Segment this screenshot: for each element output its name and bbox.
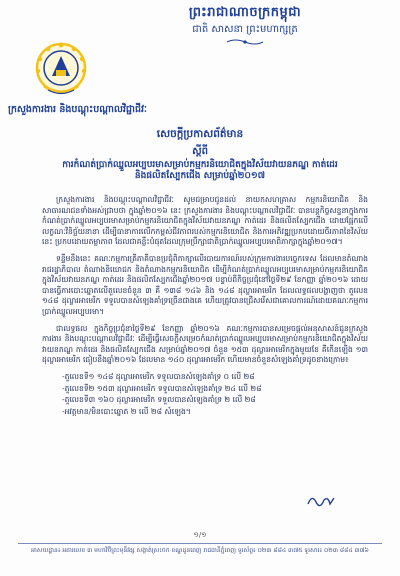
body-paragraph-1: ក្រសួងការងារ និងបណ្តុះបណ្តាលវិជ្ជាជីវៈ សូមជម្រាបជូនដល់ នាយកសហគ្រាស កម្មករនិយោជិត និងសាធារណជនទាំងអស់ជ្រាបថា ក្នុងឆ្នាំ២០១៦ នេះ ក្រសួងការងារ និងបណ្តុះបណ្តាលវិជ្ជាជីវៈ បានបន្តកិច្ចសន្ទនាក្នុងការកំណត់ប្រាក់ឈ្នួលអប្បបរមាសម្រាប់កម្មករនិយោជិតក្នុងវិស័យវាយនភណ្ឌ កាត់ដេរ និងផលិតស្បែកជើង ដោយផ្អែកលើលក្ខណៈវិនិច្ឆ័យនានា ដើម្បីធានាការលើកកម្ពស់ជីវភាពរបស់កម្មករនិយោជិត និងការអភិវឌ្ឍប្រកបដោយចីរភាពនៃវិស័យនេះ ប្រកបដោយតម្លាភាព ដែលជាគន្លឹះបំផុតដែលក្រុមប្រឹក្សាជាតិប្រាក់ឈ្នួលអប្បបរមាពិភាក្សាក្នុងឆ្នាំ២០១៧។	[42, 195, 368, 247]
announcement-body	[42, 195, 368, 418]
page-number: ១/១	[193, 531, 207, 539]
ornament-divider-icon	[225, 38, 265, 46]
list-item: -តួលេខទី៣ ១៦០ ដុល្លារអាមេរិក ទទួលបានសំឡេងគាំទ្រ ២ លើ ២៨	[62, 395, 256, 405]
ministry-name: ក្រសួងការងារ និងបណ្តុះបណ្តាលវិជ្ជាជីវៈ	[8, 104, 147, 115]
announcement-title	[60, 128, 340, 182]
body-paragraph-2: ទន្ទឹមនឹងនេះ គណៈកម្មការត្រីភាគីបានប្រជុំពិភាក្សាលើរបាយការណ៍របស់ក្រុមការងារបច្ចេកទេស ដែលមានតំណាងរាជរដ្ឋាភិបាល តំណាងនិយោជក និងតំណាងកម្មករនិយោជិត ដើម្បីកំណត់ប្រាក់ឈ្នួលអប្បបរមាសម្រាប់កម្មករនិយោជិតក្នុងវិស័យវាយនភណ្ឌ កាត់ដេរ និងផលិតស្បែកជើងឆ្នាំ២០១៧ បន្ទាប់ពីកិច្ចប្រជុំនៅថ្ងៃទី២៩ ខែកញ្ញា ឆ្នាំ២០១៦ ដោយបានធ្វើការបោះឆ្នោតលើតួលេខចំនួន ៣ គឺ ១៣៨ ១៤៦ និង ១៤៨ ដុល្លារអាមេរិក ដែលលទ្ធផលបង្ហាញថា តួលេខ ១៤៨ ដុល្លារអាមេរិក ទទួលបានសំឡេងគាំទ្រច្រើនជាងគេ ហើយត្រូវបានជ្រើសរើសជាគោលការណ៍ដោយគណៈកម្មការប្រាក់ឈ្នួលអប្បបរមា។	[42, 253, 368, 316]
title-line-1: សេចក្តីប្រកាសព័ត៌មាន	[156, 128, 244, 140]
list-item: -តួលេខទី២ ១៥៣ ដុល្លារអាមេរិក ទទួលបានសំឡេងគាំទ្រ ២៤ លើ ២៨	[62, 383, 262, 393]
footer-divider	[18, 543, 382, 544]
national-motto: ជាតិ សាសនា ព្រះមហាក្សត្រ	[192, 24, 298, 35]
footer-address: អាសយដ្ឋាន៖ អគារលេខ ៣ មហាវិថីព្រះមុនីវង្ស សង្កាត់ស្រះចក ខណ្ឌដូនពេញ រាជធានីភ្នំពេញ ទូរស័ព្ទ៖ ០២៣ ៨៨៤ ៣៧៥ ទូរសារ៖ ០២៣ ៨៨៤ ៣៧៦	[31, 547, 369, 554]
ministry-emblem-icon	[30, 40, 92, 100]
list-item: -អវត្តមាន/មិនបោះឆ្នោត ២ លើ ២៨ សំឡេង។	[62, 406, 191, 416]
title-line-2: ស្តីពី	[192, 146, 208, 157]
vote-list	[42, 372, 368, 417]
signature-mark-icon	[306, 492, 336, 510]
title-line-3: ការកំណត់ប្រាក់ឈ្នួលអប្បបរមាសម្រាប់កម្មករនិយោជិតក្នុងវិស័យវាយនភណ្ឌ កាត់ដេរ និងផលិតស្បែកជើង សម្រាប់ឆ្នាំ២០១៧	[62, 160, 338, 181]
list-item: -តួលេខទី១ ១៤៨ ដុល្លារអាមេរិក ទទួលបានសំឡេងគាំទ្រ ០ លើ ២៨	[62, 371, 255, 381]
kingdom-heading: ព្រះរាជាណាចក្រកម្ពុជា	[188, 5, 302, 20]
body-paragraph-3: ជាលទ្ធផល ក្នុងកិច្ចប្រជុំនាថ្ងៃទី២៩ ខែកញ្ញា ឆ្នាំ២០១៦ គណៈកម្មការបានសម្រេចផ្ដល់អនុសាសន៍ជូនក្រសួងការងារ និងបណ្តុះបណ្តាលវិជ្ជាជីវៈ ដើម្បីធ្វើសេចក្តីសម្រេចកំណត់ប្រាក់ឈ្នួលអប្បបរមាសម្រាប់កម្មករនិយោជិតក្នុងវិស័យវាយនភណ្ឌ កាត់ដេរ និងផលិតស្បែកជើង សម្រាប់ឆ្នាំ២០១៧ ចំនួន ១៥៣ ដុល្លារអាមេរិកក្នុងមួយខែ គឺកើនឡើង ១៣ ដុល្លារអាមេរិក ធៀបនឹងឆ្នាំ២០១៦ ដែលមាន ១៤០ ដុល្លារអាមេរិក ហើយមានចំនួនសំឡេងគាំទ្រដូចខាងក្រោម៖	[42, 323, 368, 365]
